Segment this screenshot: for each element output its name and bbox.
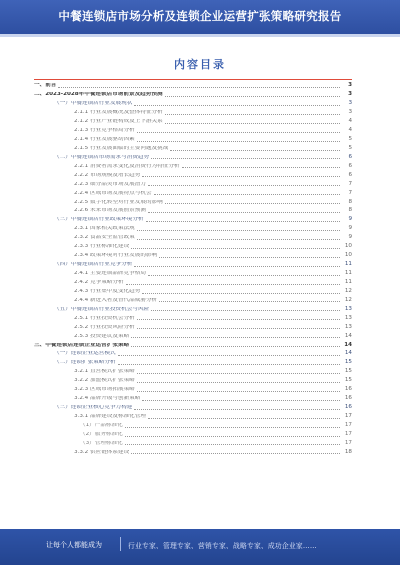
toc-entry[interactable] [34,80,352,89]
toc-entry[interactable] [34,277,352,286]
footer-slogan: 让每个人都能成为 [46,541,102,549]
toc-entry-text: 三、中餐连锁店连锁企业运营扩张策略 [34,342,130,348]
toc-entry-text: 2.3.4 政策环境对行业发展的影响 [74,253,158,259]
toc-page-number: 13 [344,323,352,330]
toc-page-number: 16 [344,386,352,393]
table-of-contents [34,80,352,455]
toc-leader-dots [126,284,340,285]
toc-entry[interactable] [34,98,352,107]
toc-entry-text: 2.1.5 行业发展面临的主要问题及挑战 [74,145,169,151]
toc-page-number: 11 [344,261,352,268]
toc-leader-dots [154,194,340,195]
toc-page-number: 4 [348,127,352,134]
toc-page-number: 17 [344,413,352,420]
toc-entry[interactable] [34,143,352,152]
toc-leader-dots [146,221,340,222]
toc-entry-text: （二）连锁扩张策略分析 [54,360,116,366]
toc-entry-text: 3.2.3 区域市场拓展策略 [74,387,135,393]
toc-entry[interactable] [34,241,352,250]
toc-entry[interactable] [34,393,352,402]
toc-entry-text: 2.1.3 行业竞争格局分析 [74,128,135,134]
toc-entry-text: 2.3.2 食品安全监管政策 [74,235,135,241]
toc-entry[interactable] [34,312,352,321]
toc-page-number: 13 [344,305,352,312]
toc-entry-text: 3.2.4 品牌升级与创新策略 [74,396,141,402]
toc-leader-dots [142,176,340,177]
toc-entry[interactable] [34,169,352,178]
toc-leader-dots [125,436,340,437]
toc-entry[interactable] [34,402,352,411]
toc-entry[interactable] [34,348,352,357]
toc-leader-dots [142,293,340,294]
toc-entry[interactable] [34,384,352,393]
toc-leader-dots [131,346,340,347]
toc-leader-dots [165,203,340,204]
toc-entry[interactable] [34,303,352,312]
toc-leader-dots [134,409,340,410]
toc-page-number: 7 [348,189,352,196]
toc-entry-text: （三）中餐连锁店行业政策环境分析 [54,217,144,223]
toc-leader-dots [170,150,340,151]
toc-page-number: 11 [344,278,352,285]
toc-page-number: 9 [348,234,352,241]
toc-entry[interactable] [34,366,352,375]
toc-leader-dots [148,212,340,213]
toc-leader-dots [148,185,340,186]
toc-leader-dots [131,453,340,454]
toc-entry-text: 2.4.3 行业集中度变化趋势 [74,288,141,294]
toc-leader-dots [134,266,340,267]
toc-entry[interactable] [34,134,352,143]
toc-entry[interactable] [34,116,352,125]
toc-page-number: 5 [348,144,352,151]
toc-leader-dots [137,319,340,320]
toc-entry[interactable] [34,214,352,223]
toc-entry-text: （1）产品标准化 [80,422,123,428]
toc-entry[interactable] [34,295,352,304]
toc-entry[interactable] [34,429,352,438]
toc-page-number: 14 [344,341,352,348]
toc-entry-text: （五）中餐连锁店行业投资机会与风险 [54,306,150,312]
toc-entry-text: （2）服务标准化 [80,431,123,437]
toc-entry[interactable] [34,339,352,348]
toc-page-number: 4 [348,118,352,125]
toc-entry-text: 3.2.1 直营模式扩张策略 [74,369,135,375]
toc-entry-text: 2.3.3 行业标准化建设 [74,244,130,250]
toc-leader-dots [137,382,340,383]
toc-leader-dots [125,444,340,445]
toc-entry-text: 2.2.3 细分品类市场发展潜力 [74,181,146,187]
toc-page-number: 11 [344,270,352,277]
toc-entry-text: 一、前言 [34,83,57,89]
toc-entry[interactable] [34,196,352,205]
toc-page-number: 17 [344,439,352,446]
toc-entry[interactable] [34,187,352,196]
toc-entry[interactable] [34,259,352,268]
toc-entry-text: （一）中餐连锁店行业发展现状 [54,101,133,107]
toc-entry[interactable] [34,160,352,169]
toc-entry[interactable] [34,420,352,429]
toc-entry-text: 3.2.2 加盟模式扩张策略 [74,378,135,384]
toc-page-number: 12 [344,287,352,294]
toc-leader-dots [131,337,340,338]
toc-entry-text: （3）管理标准化 [80,440,123,446]
toc-entry[interactable] [34,268,352,277]
toc-page-number: 6 [348,171,352,178]
toc-leader-dots [137,328,340,329]
toc-leader-dots [137,239,340,240]
toc-entry[interactable] [34,446,352,455]
toc-leader-dots [137,391,340,392]
toc-entry-text: 2.5.3 投资建议及策略 [74,333,130,339]
toc-entry-text: （一）连锁企业运营模式 [54,351,116,357]
toc-entry[interactable] [34,89,352,98]
toc-entry-text: 2.1.1 行业发展概况及整体特征分析 [74,110,163,116]
toc-leader-dots [159,257,340,258]
toc-entry[interactable] [34,107,352,116]
toc-leader-dots [131,248,340,249]
toc-entry[interactable] [34,152,352,161]
toc-entry-text: 2.2.5 数字化转型对行业发展的影响 [74,199,163,205]
toc-entry-text: 二、2023-2028年中餐连锁店市场前景及趋势预测 [34,92,163,98]
toc-page-number: 3 [348,82,352,89]
toc-page-number: 7 [348,180,352,187]
toc-leader-dots [137,141,340,142]
toc-entry[interactable] [34,178,352,187]
toc-leader-dots [137,373,340,374]
page-header [0,0,400,34]
toc-leader-dots [182,167,340,168]
toc-entry[interactable] [34,375,352,384]
toc-leader-dots [151,158,340,159]
toc-leader-dots [165,114,340,115]
toc-entry[interactable] [34,223,352,232]
toc-page-number: 8 [348,207,352,214]
toc-page-number: 10 [344,252,352,259]
toc-leader-dots [142,400,340,401]
toc-entry-text: 2.2.2 市场规模及增长趋势 [74,172,141,178]
toc-leader-dots [159,301,340,302]
toc-page-number: 15 [344,377,352,384]
toc-entry-text: 3.3.2 供应链体系建设 [74,449,130,455]
toc-entry[interactable] [34,125,352,134]
toc-entry-text: 2.1.2 行业产业链构成及上下游关系 [74,119,163,125]
toc-leader-dots [148,275,340,276]
toc-page-number: 16 [344,404,352,411]
toc-entry-text: 2.4.1 主要连锁品牌竞争格局 [74,271,146,277]
page-footer [0,529,400,565]
toc-leader-dots [151,310,340,311]
toc-leader-dots [137,230,340,231]
toc-entry-text: 2.4.2 竞争策略分析 [74,279,124,285]
toc-leader-dots [58,87,340,88]
toc-page-number: 6 [348,162,352,169]
toc-leader-dots [165,96,340,97]
toc-heading: 内容目录 [174,58,226,71]
toc-entry[interactable] [34,321,352,330]
footer-tagline: 行业专家、管理专家、营销专家、战略专家、成功企业家…… [128,542,317,550]
toc-page-number: 16 [344,395,352,402]
footer-divider [120,537,121,551]
toc-page-number: 17 [344,421,352,428]
toc-leader-dots [148,418,340,419]
toc-leader-dots [137,132,340,133]
toc-entry[interactable] [34,205,352,214]
toc-page-number: 3 [348,100,352,107]
toc-entry-text: 3.3.1 品牌建设及标准化管理 [74,414,146,420]
toc-entry[interactable] [34,330,352,339]
toc-page-number: 14 [344,350,352,357]
toc-page-number: 6 [348,153,352,160]
toc-page-number: 14 [344,332,352,339]
toc-entry[interactable] [34,250,352,259]
toc-entry-text: （二）中餐连锁店市场需求与消费趋势 [54,154,150,160]
toc-page-number: 5 [348,135,352,142]
toc-page-number: 15 [344,359,352,366]
toc-page-number: 13 [344,314,352,321]
toc-page-number: 17 [344,430,352,437]
toc-entry-text: 2.2.4 区域市场发展特点与机会 [74,190,152,196]
toc-entry-text: 2.5.2 行业投资风险分析 [74,324,135,330]
toc-page-number: 9 [348,225,352,232]
toc-entry-text: 2.3.1 国家相关政策法规 [74,226,135,232]
toc-entry[interactable] [34,411,352,420]
toc-page-number: 18 [344,448,352,455]
toc-entry-text: （三）连锁企业核心竞争力构建 [54,405,133,411]
toc-page-number: 15 [344,368,352,375]
toc-page-number: 12 [344,296,352,303]
toc-entry-text: 2.2.1 消费者需求变化及消费行为特征分析 [74,163,180,169]
toc-entry[interactable] [34,232,352,241]
toc-page-number: 8 [348,198,352,205]
toc-page-number: 3 [348,91,352,98]
toc-entry-text: （四）中餐连锁店行业竞争分析 [54,262,133,268]
toc-leader-dots [165,123,340,124]
toc-entry-text: 2.5.1 行业投资机会分析 [74,315,135,321]
toc-leader-dots [118,355,340,356]
toc-page-number: 3 [348,109,352,116]
toc-page-number: 9 [348,216,352,223]
toc-entry[interactable] [34,357,352,366]
page-title: 中餐连锁店市场分析及连锁企业运营扩张策略研究报告 [58,9,342,23]
toc-leader-dots [134,105,340,106]
toc-page-number: 10 [344,243,352,250]
toc-entry-text: 2.4.4 新进入者及替代品威胁分析 [74,297,158,303]
toc-entry-text: 2.2.6 未来市场发展前景预测 [74,208,146,214]
toc-entry-text: 2.1.4 行业发展驱动因素 [74,136,135,142]
toc-leader-dots [125,427,340,428]
toc-entry[interactable] [34,438,352,447]
toc-leader-dots [118,364,340,365]
toc-entry[interactable] [34,286,352,295]
